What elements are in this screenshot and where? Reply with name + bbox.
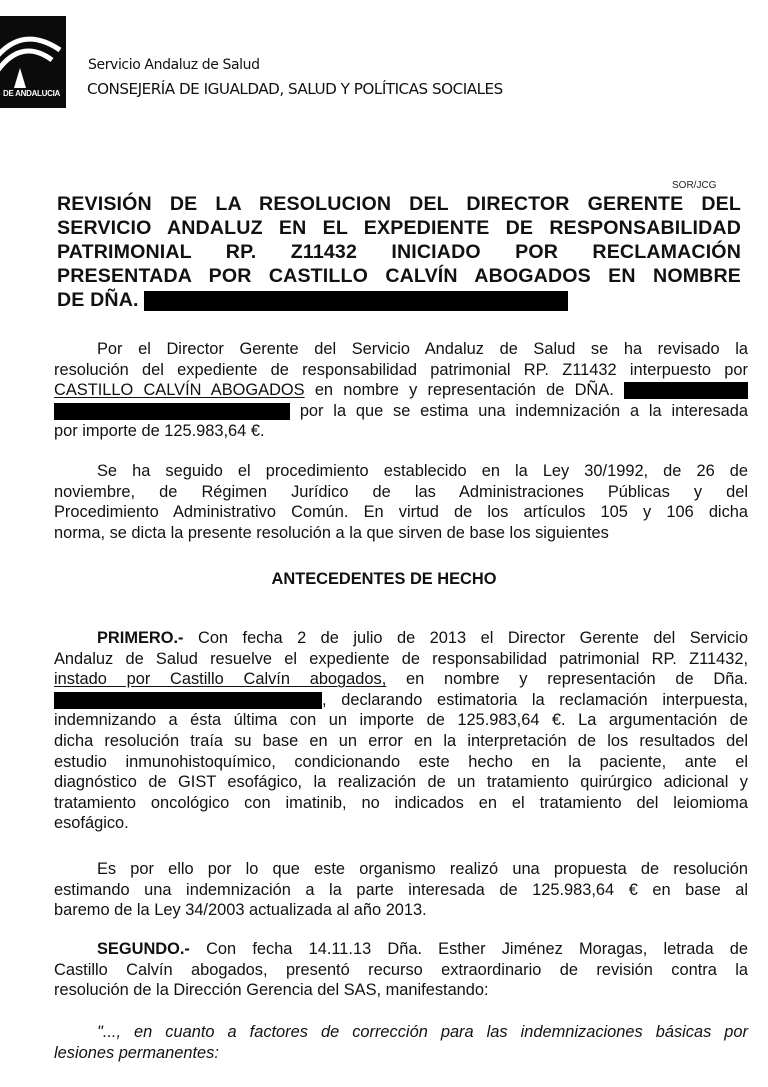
text-line: diagnóstico de GIST esofágico, la realización de un tratamiento quirúrgico adicional y — [54, 773, 748, 792]
text-line: esofágico. — [54, 814, 129, 833]
text-line: Es por ello por lo que este organismo realizó una propuesta de resolución — [97, 860, 748, 878]
org-name: Servicio Andaluz de Salud — [88, 57, 260, 73]
text-line: Castillo Calvín abogados, presentó recurso extraordinario de revisión contra la — [54, 960, 748, 979]
document-reference: SOR/JCG — [672, 180, 717, 191]
paragraph-primero — [54, 628, 748, 834]
text-line: indemnizando a ésta última con un importe de 125.983,64 €. La argumentación de — [54, 711, 748, 730]
logo-arcs-icon — [0, 20, 66, 90]
text-line — [54, 401, 748, 422]
title-prefix: DE DÑA. — [57, 289, 139, 311]
text-line: Por el Director Gerente del Servicio Andaluz de Salud se ha revisado la — [97, 340, 748, 358]
text-line: norma, se dicta la presente resolución a la que sirven de base los siguientes — [54, 523, 609, 542]
title-line: PATRIMONIAL RP. Z11432 INICIADO POR RECLAMACIÓN — [57, 241, 741, 263]
document-title — [57, 192, 741, 312]
junta-de-andalucia-logo-icon — [0, 16, 66, 108]
redaction-block — [54, 403, 290, 420]
text-fragment: en nombre y representación de Dña. — [386, 670, 748, 689]
title-line: SERVICIO ANDALUZ EN EL EXPEDIENTE DE RESPONSABILIDAD — [57, 217, 741, 239]
text-line — [54, 939, 748, 960]
text-line: Se ha seguido el procedimiento establecido en la Ley 30/1992, de 26 de — [97, 462, 748, 480]
title-line: REVISIÓN DE LA RESOLUCION DEL DIRECTOR GERENTE DEL — [57, 193, 741, 215]
text-line: tratamiento oncológico con imatinib, no indicados en el tratamiento del leiomioma — [54, 793, 748, 812]
text-line: Procedimiento Administrativo Común. En virtud de los artículos 105 y 106 dicha — [54, 503, 748, 522]
text-line: "..., en cuanto a factores de corrección para las indemnizaciones básicas por — [97, 1023, 748, 1041]
text-line — [54, 690, 748, 711]
text-line — [54, 628, 748, 649]
redaction-block — [144, 291, 568, 311]
text-line: estudio inmunohistoquímico, condicionando este hecho en la paciente, ante el — [54, 752, 748, 771]
paragraph-proposal — [54, 859, 748, 921]
text-line: noviembre, de Régimen Jurídico de las Administraciones Públicas y del — [54, 482, 748, 501]
paragraph-procedure — [54, 461, 748, 543]
text-line: estimando una indemnización a la parte interesada de 125.983,64 € en base al — [54, 880, 748, 899]
paragraph-revision — [54, 339, 748, 442]
clause-label: SEGUNDO.- — [97, 940, 190, 958]
text-line: Andaluz de Salud resuelve el expediente de responsabilidad patrimonial RP. Z11432, — [54, 649, 748, 668]
text-line: resolución de la Dirección Gerencia del SAS, manifestando: — [54, 981, 489, 1000]
text-line: lesiones permanentes: — [54, 1043, 219, 1062]
redaction-block — [624, 382, 748, 399]
firm-name: CASTILLO CALVÍN ABOGADOS — [54, 381, 305, 400]
department-name: CONSEJERÍA DE IGUALDAD, SALUD Y POLÍTICAS SOCIALES — [87, 80, 503, 98]
text-line: resolución del expediente de responsabilidad patrimonial RP. Z11432 interpuesto por — [54, 360, 748, 379]
title-line — [57, 288, 741, 312]
text-line: por importe de 125.983,64 €. — [54, 422, 265, 441]
text-fragment: Con fecha 2 de julio de 2013 el Director Gerente del Servicio — [183, 629, 748, 647]
text-line — [54, 669, 748, 690]
text-line — [54, 380, 748, 401]
text-fragment: en nombre y representación de DÑA. — [304, 381, 614, 400]
clause-label: PRIMERO.- — [97, 629, 184, 647]
redaction-block — [54, 692, 322, 709]
firm-name: instado por Castillo Calvín abogados, — [54, 670, 387, 689]
text-fragment: por la que se estima una indemnización a la interesada — [299, 401, 748, 420]
logo-text: DE ANDALUCIA — [3, 89, 60, 98]
section-heading: ANTECEDENTES DE HECHO — [271, 570, 497, 588]
title-line: PRESENTADA POR CASTILLO CALVÍN ABOGADOS EN NOMBRE — [57, 265, 741, 287]
quoted-text — [54, 1022, 748, 1063]
text-line: baremo de la Ley 34/2003 actualizada al año 2013. — [54, 901, 427, 920]
text-fragment: Con fecha 14.11.13 Dña. Esther Jiménez Moragas, letrada de — [189, 940, 748, 958]
paragraph-segundo — [54, 939, 748, 1001]
text-line: dicha resolución traía su base en un error en la interpretación de los resultados del — [54, 731, 748, 750]
text-fragment: , declarando estimatoria la reclamación interpuesta, — [322, 690, 748, 709]
